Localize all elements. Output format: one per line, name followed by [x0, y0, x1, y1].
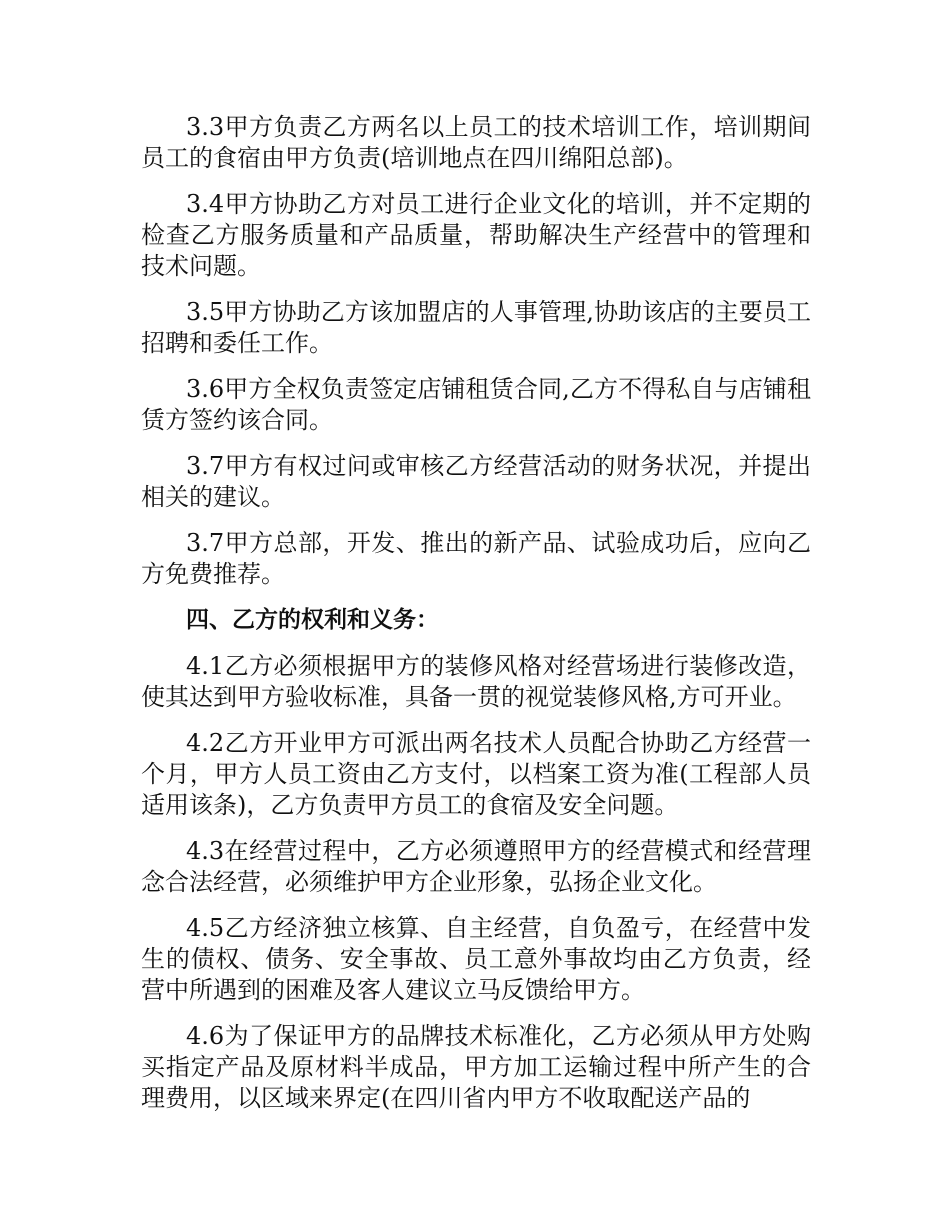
clause-4-2: 4.2乙方开业甲方可派出两名技术人员配合协助乙方经营一个月，甲方人员工资由乙方支付，以档案工资为准(工程部人员适用该条)，乙方负责甲方员工的食宿及安全问题。	[141, 729, 811, 819]
clause-3-7-b: 3.7甲方总部，开发、推出的新产品、试验成功后，应向乙方免费推荐。	[141, 529, 811, 588]
clause-4-1: 4.1乙方必须根据甲方的装修风格对经营场进行装修改造，使其达到甲方验收标准，具备一贯的视觉装修风格,方可开业。	[141, 652, 811, 711]
clause-3-7-a: 3.7甲方有权过问或审核乙方经营活动的财务状况，并提出相关的建议。	[141, 452, 811, 511]
clause-3-5: 3.5甲方协助乙方该加盟店的人事管理,协助该店的主要员工招聘和委任工作。	[141, 298, 811, 357]
section-heading-4: 四、乙方的权利和义务：	[186, 607, 439, 633]
clause-3-4: 3.4甲方协助乙方对员工进行企业文化的培训，并不定期的检查乙方服务质量和产品质量，帮助解决生产经营中的管理和技术问题。	[141, 190, 811, 280]
document-body	[141, 112, 811, 1129]
clause-4-5: 4.5乙方经济独立核算、自主经营，自负盈亏，在经营中发生的债权、债务、安全事故、员工意外事故均由乙方负责，经营中所遇到的困难及客人建议立马反馈给甲方。	[141, 914, 811, 1004]
clause-3-6: 3.6甲方全权负责签定店铺租赁合同,乙方不得私自与店铺租赁方签约该合同。	[141, 375, 811, 434]
clause-4-3: 4.3在经营过程中，乙方必须遵照甲方的经营模式和经营理念合法经营，必须维护甲方企业形象，弘扬企业文化。	[141, 837, 811, 896]
clause-4-6: 4.6为了保证甲方的品牌技术标准化，乙方必须从甲方处购买指定产品及原材料半成品，甲方加工运输过程中所产生的合理费用，以区域来界定(在四川省内甲方不收取配送产品的	[141, 1022, 811, 1112]
clause-3-3: 3.3甲方负责乙方两名以上员工的技术培训工作，培训期间员工的食宿由甲方负责(培训地点在四川绵阳总部)。	[141, 113, 811, 172]
